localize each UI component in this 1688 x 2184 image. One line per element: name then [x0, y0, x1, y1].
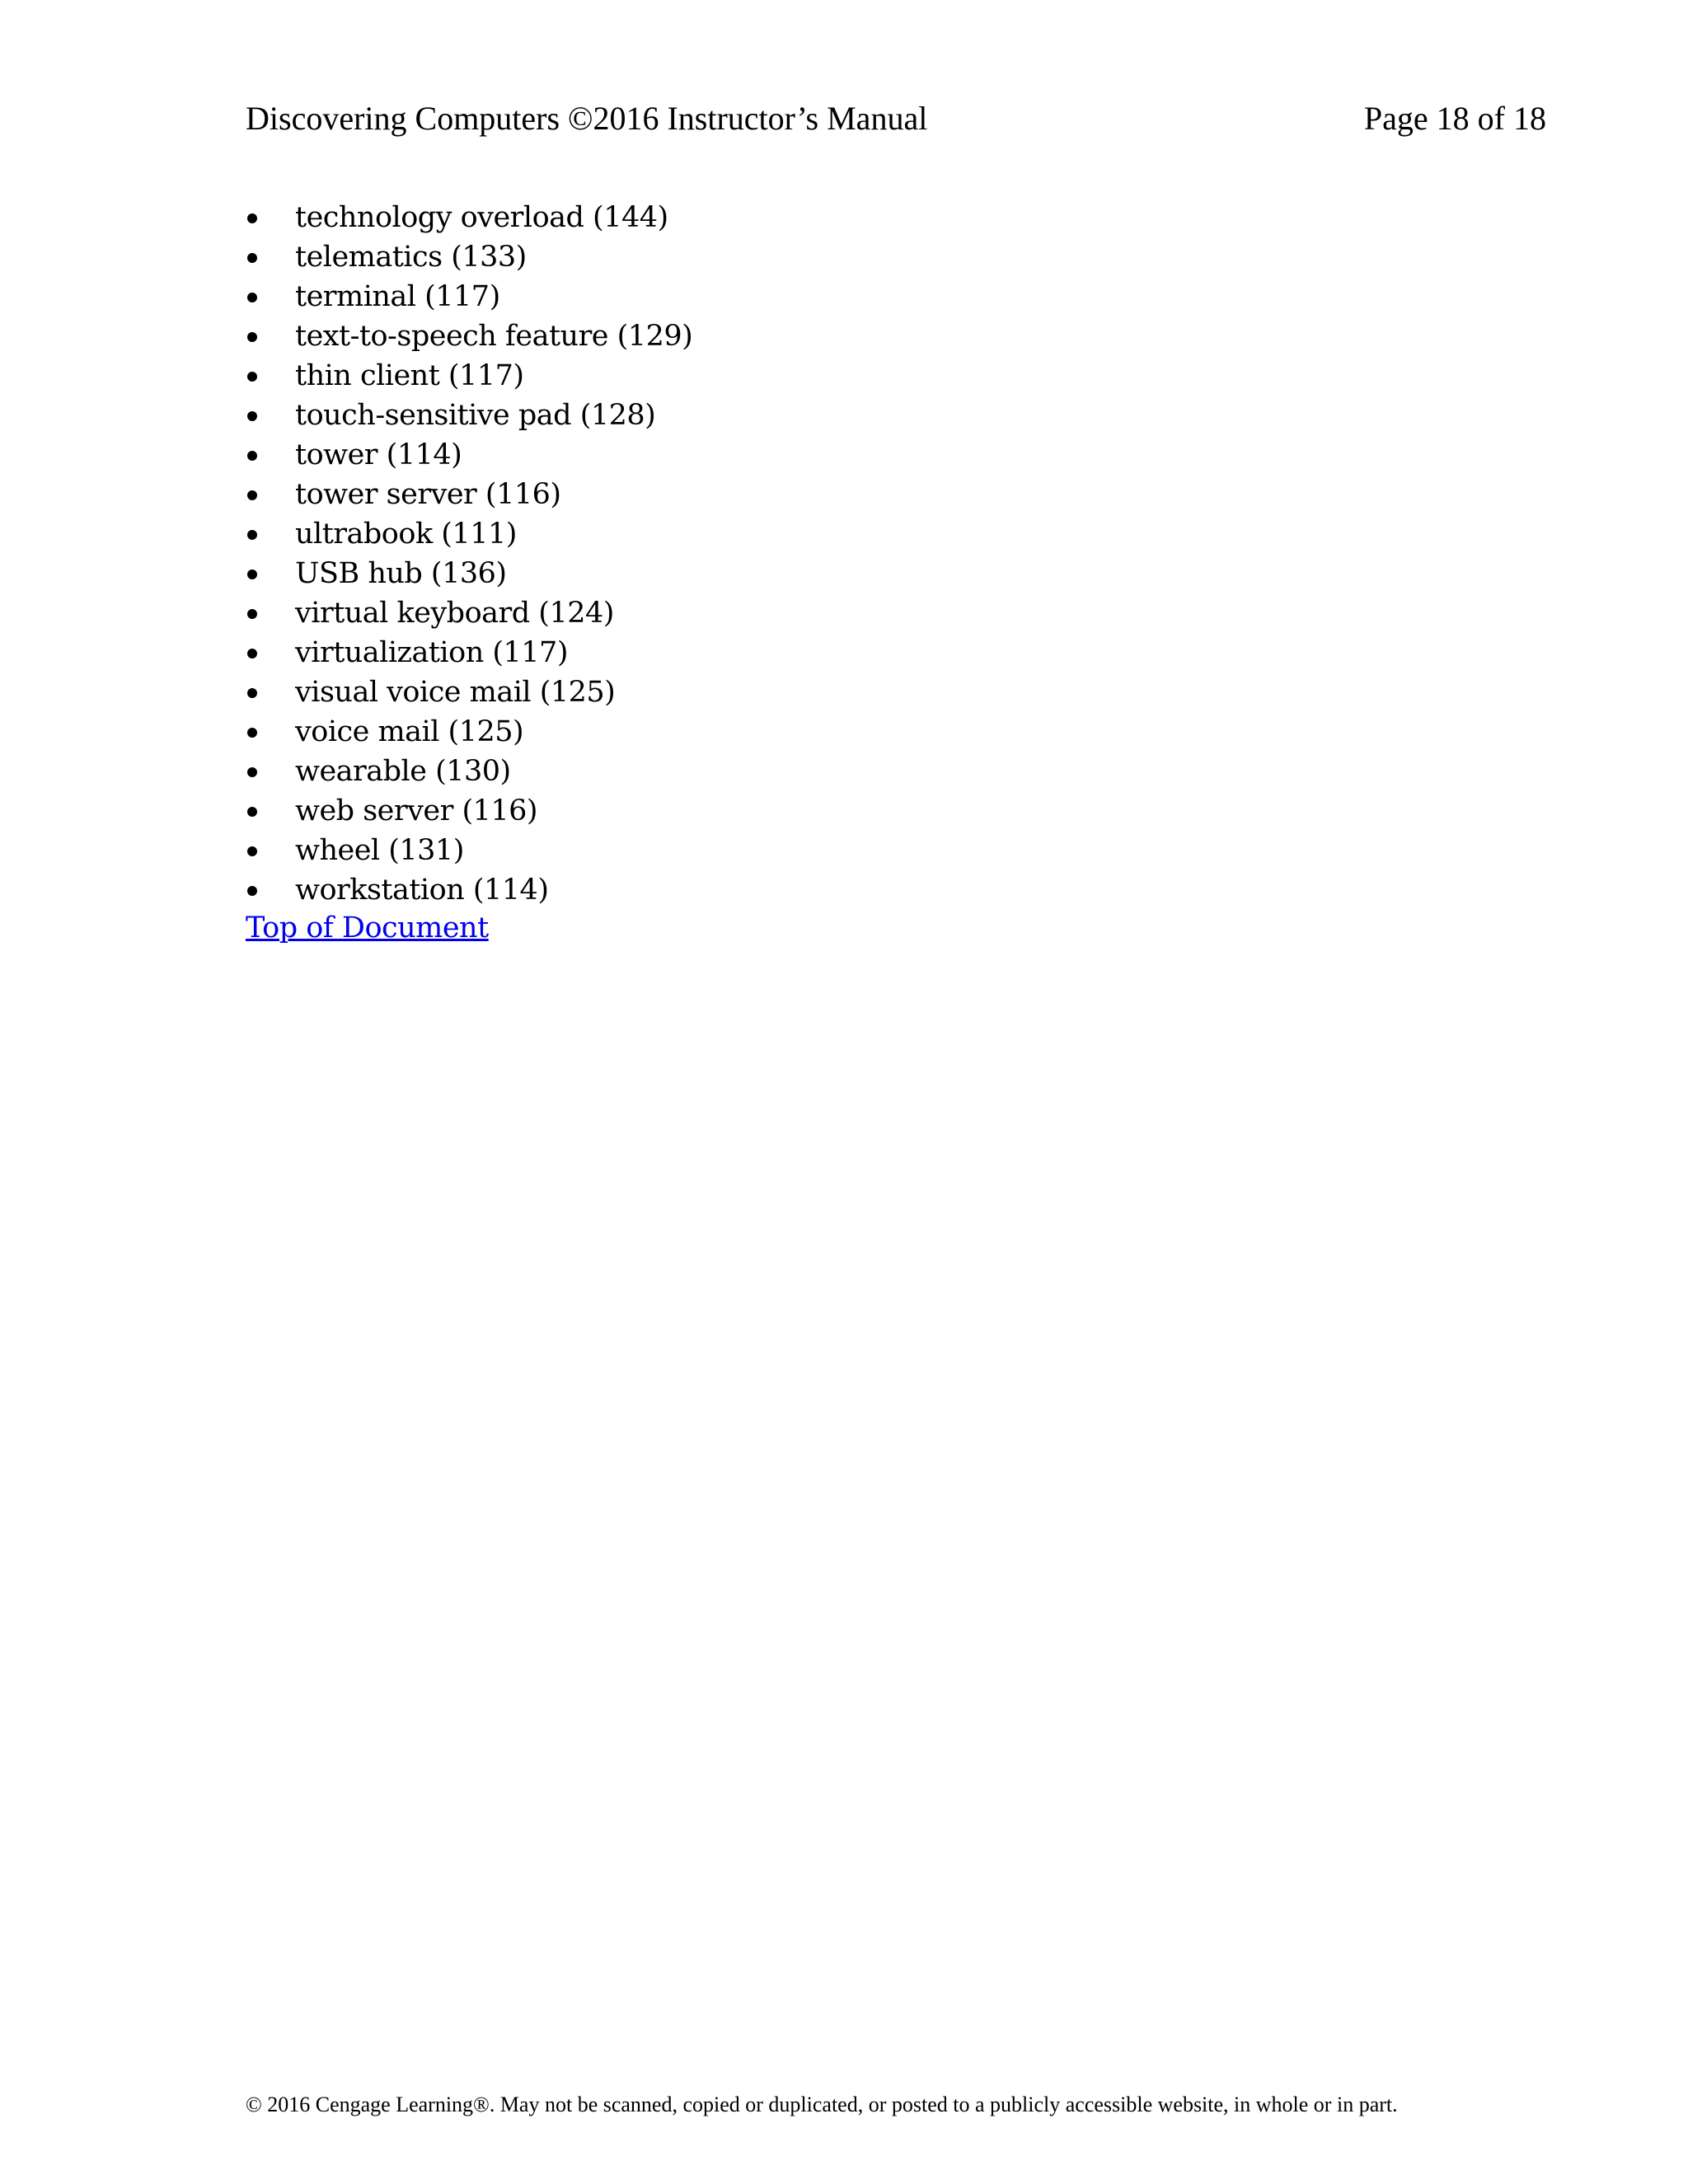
term-text: tower server (116) [295, 478, 561, 511]
term-text: virtualization (117) [295, 636, 568, 669]
page-header [246, 97, 1546, 147]
bullet-icon [247, 530, 257, 540]
term-text: tower (114) [295, 438, 462, 471]
list-item [246, 673, 692, 712]
list-item [246, 791, 692, 831]
term-text: wearable (130) [295, 755, 511, 788]
list-item [246, 277, 692, 316]
list-item [246, 633, 692, 673]
bullet-icon [247, 569, 257, 579]
term-text: telematics (133) [295, 241, 527, 274]
term-text: visual voice mail (125) [295, 676, 616, 709]
bullet-icon [247, 609, 257, 619]
list-item [246, 593, 692, 633]
page-number: Page 18 of 18 [1363, 100, 1546, 137]
bullet-icon [247, 807, 257, 817]
bullet-icon [247, 688, 257, 698]
bullet-icon [247, 728, 257, 738]
list-item [246, 554, 692, 593]
top-of-document-link[interactable]: Top of Document [246, 912, 489, 944]
term-text: USB hub (136) [295, 557, 507, 590]
term-text: thin client (117) [295, 359, 524, 392]
bullet-icon [247, 372, 257, 382]
term-text: terminal (117) [295, 280, 500, 313]
key-terms-list [246, 198, 692, 910]
bullet-icon [247, 490, 257, 500]
copyright-footer: © 2016 Cengage Learning®. May not be scanned, copied or duplicated, or posted to a publicly accessible website, in whole or in part. [246, 2093, 1398, 2116]
header-title: Discovering Computers ©2016 Instructor’s Manual [246, 100, 928, 137]
term-text: workstation (114) [295, 874, 549, 907]
list-item [246, 712, 692, 752]
list-item [246, 831, 692, 870]
term-text: text-to-speech feature (129) [295, 320, 693, 353]
term-text: touch-sensitive pad (128) [295, 399, 656, 432]
list-item [246, 514, 692, 554]
bullet-icon [247, 293, 257, 302]
term-text: ultrabook (111) [295, 518, 517, 551]
bullet-icon [247, 332, 257, 342]
list-item [246, 870, 692, 910]
list-item [246, 752, 692, 791]
term-text: web server (116) [295, 794, 538, 827]
bullet-icon [247, 846, 257, 856]
list-item [246, 316, 692, 356]
bullet-icon [247, 649, 257, 658]
bullet-icon [247, 767, 257, 777]
bullet-icon [247, 411, 257, 421]
bullet-icon [247, 886, 257, 896]
term-text: wheel (131) [295, 834, 464, 867]
term-text: virtual keyboard (124) [295, 597, 614, 630]
term-text: technology overload (144) [295, 201, 668, 234]
list-item [246, 356, 692, 396]
list-item [246, 198, 692, 237]
bullet-icon [247, 253, 257, 263]
list-item [246, 396, 692, 435]
list-item [246, 435, 692, 475]
bullet-icon [247, 213, 257, 223]
list-item [246, 475, 692, 514]
term-text: voice mail (125) [295, 715, 524, 748]
bullet-icon [247, 451, 257, 461]
list-item [246, 237, 692, 277]
